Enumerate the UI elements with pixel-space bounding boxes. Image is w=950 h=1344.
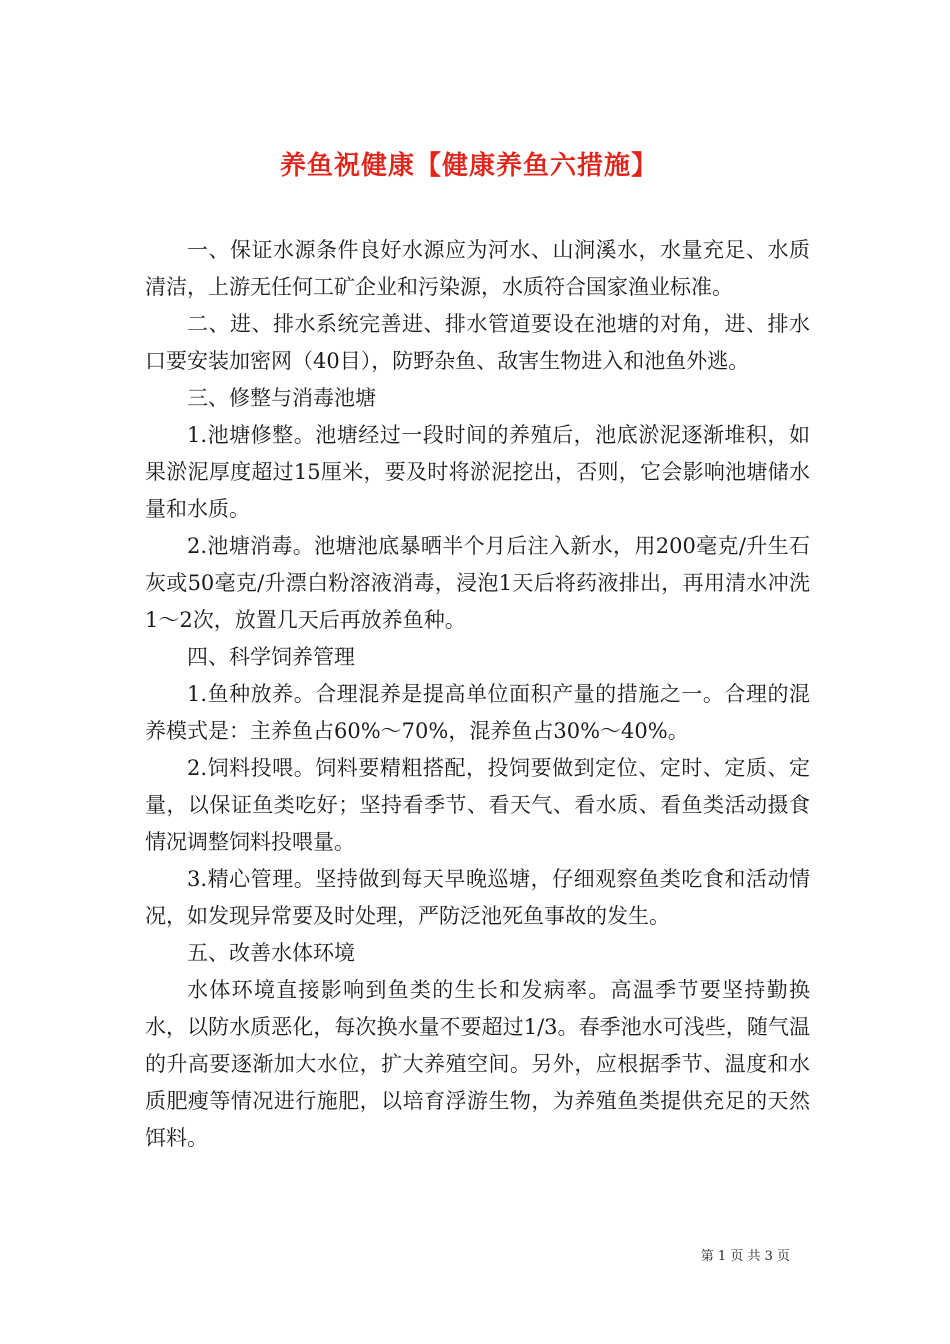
section-heading: 五、改善水体环境 [187, 941, 355, 965]
paragraph: 一、保证水源条件良好水源应为河水、山涧溪水，水量充足、水质清洁，上游无任何工矿企业和污染源，水质符合国家渔业标准。 [145, 238, 810, 299]
paragraph: 3.精心管理。坚持做到每天早晚巡塘，仔细观察鱼类吃食和活动情况，如发现异常要及时处理，严防泛池死鱼事故的发生。 [145, 867, 810, 928]
paragraph: 1.池塘修整。池塘经过一段时间的养殖后，池底淤泥逐渐堆积，如果淤泥厚度超过15厘米，要及时将淤泥挖出，否则，它会影响池塘储水量和水质。 [145, 423, 810, 521]
document-body [145, 232, 810, 1157]
section-heading: 四、科学饲养管理 [187, 645, 355, 669]
page-title: 养鱼祝健康【健康养鱼六措施】 [279, 151, 658, 182]
paragraph: 二、进、排水系统完善进、排水管道要设在池塘的对角，进、排水口要安装加密网（40目），防野杂鱼、敌害生物进入和池鱼外逃。 [145, 312, 810, 373]
paragraph: 水体环境直接影响到鱼类的生长和发病率。高温季节要坚持勤换水，以防水质恶化，每次换水量不要超过1/3。春季池水可浅些，随气温的升高要逐渐加大水位，扩大养殖空间。另外，应根据季节、温度和水质肥瘦等情况进行施肥，以培育浮游生物，为养殖鱼类提供充足的天然饵料。 [145, 978, 810, 1150]
paragraph: 1.鱼种放养。合理混养是提高单位面积产量的措施之一。合理的混养模式是：主养鱼占60%～70%，混养鱼占30%～40%。 [145, 682, 810, 743]
paragraph: 2.饲料投喂。饲料要精粗搭配，投饲要做到定位、定时、定质、定量，以保证鱼类吃好；坚持看季节、看天气、看水质、看鱼类活动摄食情况调整饲料投喂量。 [145, 756, 810, 854]
section-heading: 三、修整与消毒池塘 [187, 386, 376, 410]
paragraph: 2.池塘消毒。池塘池底暴晒半个月后注入新水，用200毫克/升生石灰或50毫克/升漂白粉溶液消毒，浸泡1天后将药液排出，再用清水冲洗1～2次，放置几天后再放养鱼种。 [145, 534, 810, 632]
page-number: 第 1 页 共 3 页 [700, 1249, 790, 1264]
